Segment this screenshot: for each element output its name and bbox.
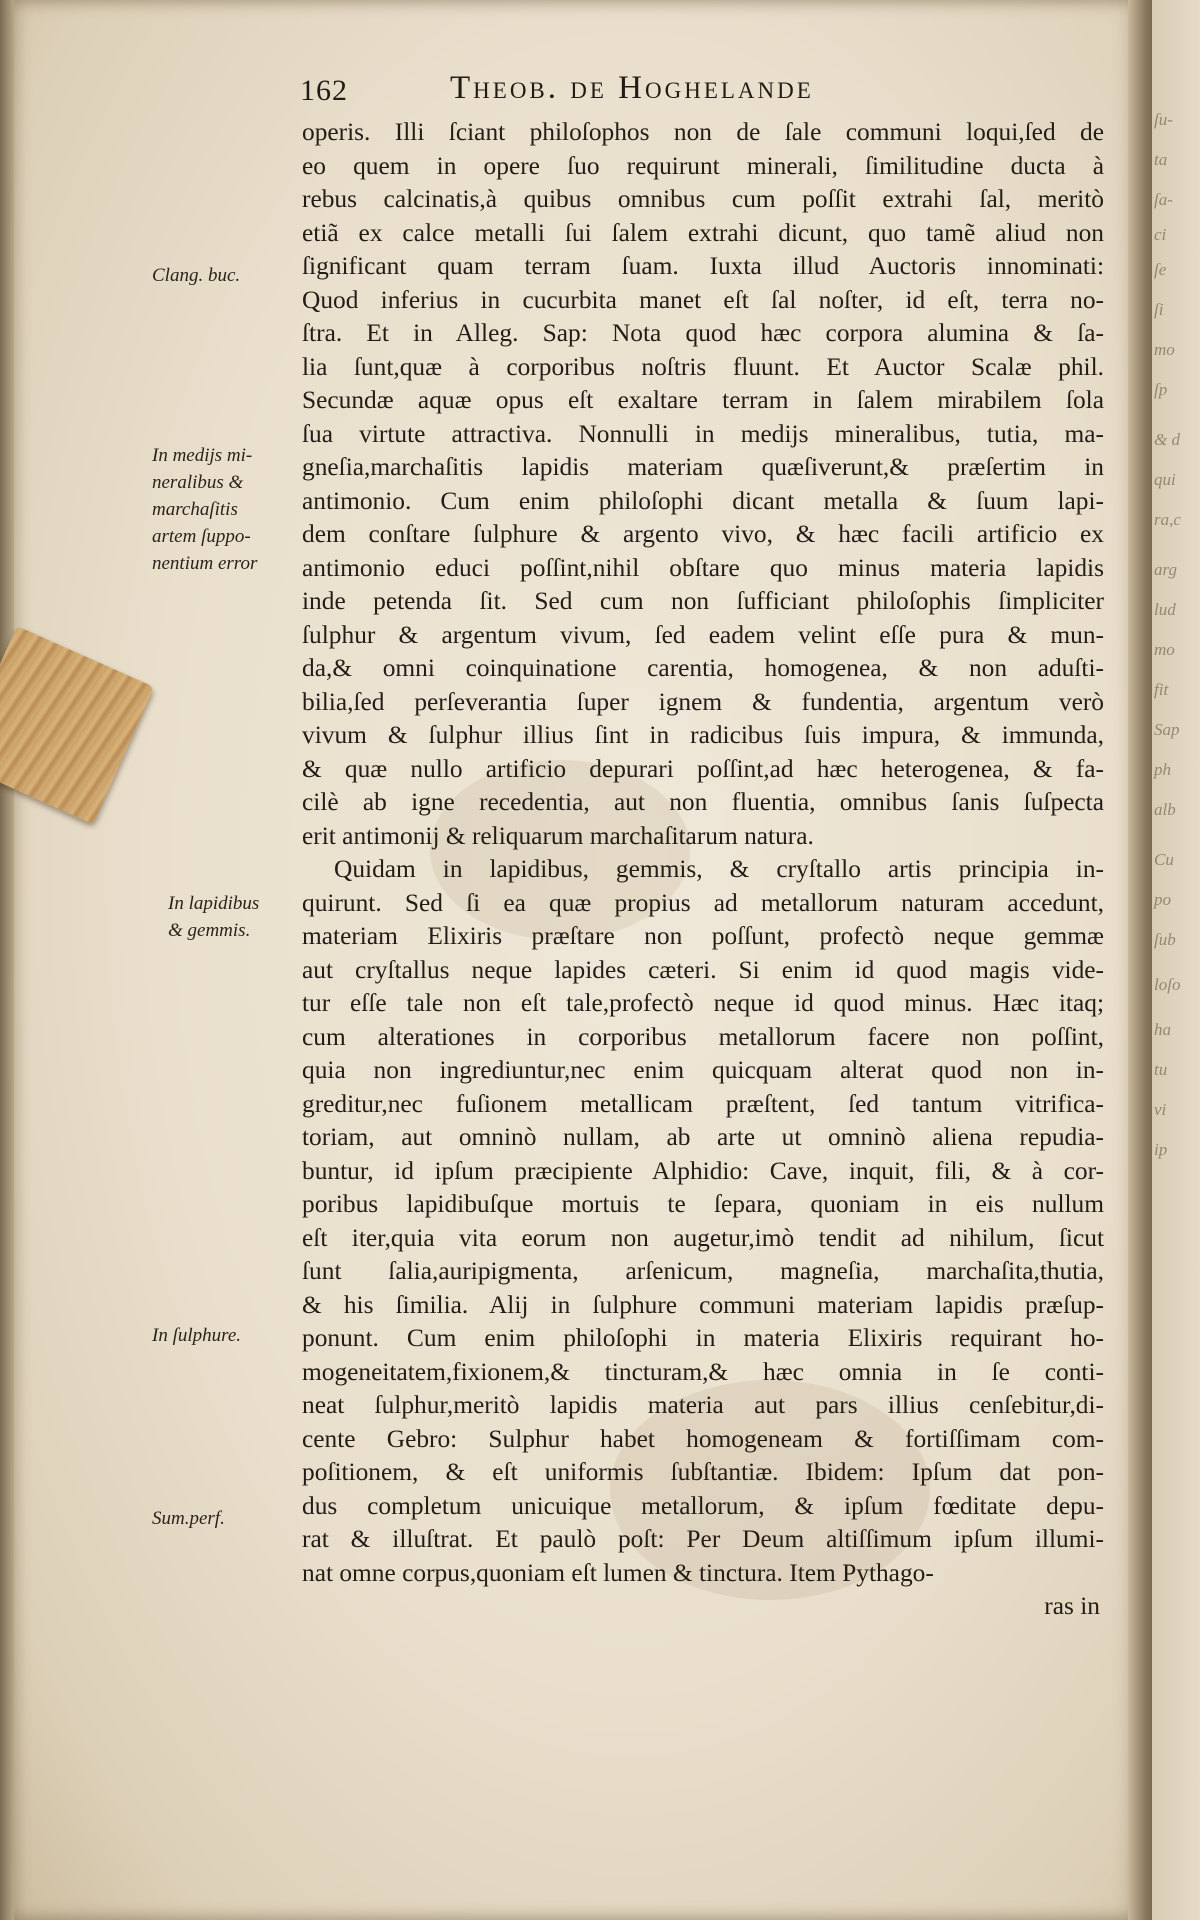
text-line: cilè ab igne recedentia, aut non fluentia, omnibus ſanis ſuſpecta — [302, 788, 1104, 816]
text-line: cum alterationes in corporibus metallorum facere non poſſint, — [302, 1022, 1104, 1051]
next-page-text-fragment: Cu — [1154, 850, 1174, 869]
page-number: 162 — [300, 74, 348, 107]
next-page-text-fragment: lud — [1154, 600, 1176, 619]
next-page-text-fragment: ſi — [1154, 300, 1164, 319]
next-page-text-fragment: ci — [1154, 225, 1167, 244]
next-page-text-fragment: ip — [1154, 1140, 1168, 1159]
next-page-edge — [1152, 0, 1200, 1920]
text-line: ſignificant quam terram ſuam. Iuxta illud Auctoris innominati: — [302, 252, 1104, 280]
text-line: Secundæ aquæ opus eſt exaltare terram in ſalem mirabilem ſola — [302, 386, 1104, 414]
page-header — [300, 70, 1000, 114]
next-page-text-fragment: ſe — [1154, 260, 1167, 279]
next-page-text-fragment: ha — [1154, 1020, 1171, 1039]
margin-note-lapidibus: In lapidibus & gemmis. — [168, 893, 260, 941]
margin-note-medijs: In medijs mi- neralibus & marchaſitis artem ſuppo- nentium error — [152, 445, 258, 574]
text-line: inde petenda ſit. Sed cum non ſufficiant philoſophis ſimpliciter — [302, 587, 1104, 615]
text-line: mogeneitatem,fixionem,& tincturam,& hæc omnia in ſe conti- — [302, 1357, 1104, 1386]
next-page-text-fragment: Sap — [1154, 720, 1180, 739]
text-line: erit antimonij & reliquarum marchaſitarum natura. — [302, 821, 814, 850]
margin-note-sulphure: In ſulphure. — [152, 1325, 242, 1346]
text-line: poſitionem, & eſt uniformis ſubſtantiæ. Ibidem: Ipſum dat pon- — [302, 1458, 1104, 1486]
text-line: etiã ex calce metalli ſui ſalem extrahi dicunt, quo tamẽ aliud non — [302, 218, 1104, 247]
next-page-text-fragment: alb — [1154, 800, 1176, 819]
text-line: eo quem in opere ſuo requirunt minerali, ſimilitudine ducta à — [302, 151, 1104, 180]
text-line: poribus lapidibuſque mortuis te ſepara, quoniam in eis nullum — [302, 1190, 1104, 1218]
text-line: ponunt. Cum enim philoſophi in materia Elixiris requirant ho- — [302, 1324, 1104, 1352]
next-page-text-fragment: po — [1154, 890, 1171, 909]
left-page-edge — [0, 0, 14, 1920]
next-page-text-fragment: ra,c — [1154, 510, 1181, 529]
text-line: vivum & ſulphur illius ſint in radicibus ſuis impura, & immunda, — [302, 721, 1104, 749]
next-page-text-fragment: mo — [1154, 340, 1175, 359]
margin-note-clang: Clang. buc. — [152, 265, 241, 286]
text-line: operis. Illi ſciant philoſophos non de ſale communi loqui,ſed de — [302, 118, 1104, 146]
text-line: Quidam in lapidibus, gemmis, & cryſtallo artis principia in- — [334, 855, 1104, 883]
text-line: eſt iter,quia vita eorum non augetur,imò tendit ad nihilum, ſicut — [302, 1223, 1104, 1252]
next-page-text-fragment: ſub — [1154, 930, 1176, 949]
text-line: ſtra. Et in Alleg. Sap: Nota quod hæc corpora alumina & ſa- — [302, 319, 1104, 347]
text-line: toriam, aut omninò nullam, ab arte ut omninò aliena repudia- — [302, 1123, 1104, 1151]
next-page-text-fragment: fit — [1154, 680, 1169, 699]
catchword: ras in — [1044, 1592, 1100, 1620]
text-line: ſulphur & argentum vivum, ſed eadem velint eſſe pura & mun- — [302, 620, 1104, 649]
text-line: Quod inferius in cucurbita manet eſt ſal noſter, id eſt, terra no- — [302, 285, 1104, 314]
next-page-text-fragment: & d — [1154, 430, 1180, 449]
text-line: quirunt. Sed ſi ea quæ propius ad metallorum naturam accedunt, — [302, 888, 1104, 917]
text-line: neat ſulphur,meritò lapidis materia aut pars illius cenſebitur,di- — [302, 1391, 1104, 1419]
text-line: buntur, id ipſum præcipiente Alphidio: Cave, inquit, fili, & à cor- — [302, 1156, 1104, 1185]
text-line: tur eſſe tale non eſt tale,profectò neque id quod minus. Hæc itaq; — [302, 989, 1104, 1017]
text-line: lia ſunt,quæ à corporibus noſtris fluunt. Et Auctor Scalæ phil. — [302, 352, 1104, 381]
text-line: ſua virtute attractiva. Nonnulli in medijs mineralibus, tutia, ma- — [302, 419, 1104, 448]
text-line: antimonio educi poſſint,nihil obſtare quo minus materia lapidis — [302, 553, 1104, 582]
text-line: quia non ingrediuntur,nec enim quicquam alterat quod non in- — [302, 1056, 1104, 1084]
text-line: da,& omni coinquinatione carentia, homogenea, & non aduſti- — [302, 654, 1104, 682]
running-head: Theob. de Hoghelande — [450, 70, 814, 106]
text-line: cente Gebro: Sulphur habet homogeneam & fortiſſimam com- — [302, 1424, 1104, 1453]
text-line: materiam Elixiris præſtare non poſſunt, profectò neque gemmæ — [302, 922, 1104, 950]
text-line: & his ſimilia. Alij in ſulphure communi materiam lapidis præſup- — [302, 1290, 1104, 1319]
next-page-text-fragment: ſp — [1154, 380, 1168, 399]
next-page-text-fragment: qui — [1154, 470, 1176, 489]
next-page-text-fragment: mo — [1154, 640, 1175, 659]
text-line: & quæ nullo artificio depurari poſſint,ad hæc heterogenea, & fa- — [302, 754, 1104, 783]
text-line: dus completum unicuique metallorum, & ipſum fœditate depu- — [302, 1491, 1104, 1520]
next-page-text-fragment: ſa- — [1154, 190, 1173, 209]
next-page-text-fragment: ſu- — [1154, 110, 1173, 129]
text-line: antimonio. Cum enim philoſophi dicant metalla & ſuum lapi- — [302, 486, 1104, 515]
text-line: nat omne corpus,quoniam eſt lumen & tinctura. Item Pythago- — [302, 1558, 934, 1587]
text-line: bilia,ſed perſeverantia ſuper ignem & fundentia, argentum verò — [302, 687, 1104, 716]
text-line: rebus calcinatis,à quibus omnibus cum poſſit extrahi ſal, meritò — [302, 185, 1104, 213]
text-line: greditur,nec fuſionem metallicam præſtent, ſed tantum vitrifica- — [302, 1089, 1104, 1118]
next-page-text-fragment: loſo — [1154, 975, 1181, 994]
text-line: dem conſtare ſulphure & argento vivo, & hæc facili artificio ex — [302, 520, 1104, 548]
text-line: ſunt ſalia,auripigmenta, arſenicum, magneſia, marchaſita,thutia, — [302, 1257, 1104, 1285]
margin-note-sum-perf: Sum.perf. — [152, 1508, 225, 1529]
next-page-text-fragment: tu — [1154, 1060, 1168, 1079]
next-page-text-fragment: arg — [1154, 560, 1177, 579]
next-page-text-fragment: vi — [1154, 1100, 1167, 1119]
text-line: aut cryſtallus neque lapides cæteri. Si enim id quod magis vide- — [302, 955, 1104, 984]
next-page-text-fragment: ta — [1154, 150, 1168, 169]
text-line: gneſia,marchaſitis lapidis materiam quæſiverunt,& præſertim in — [302, 453, 1104, 481]
main-text-block — [302, 116, 1104, 1624]
next-page-text-fragment: ph — [1154, 760, 1171, 779]
text-line: rat & illuſtrat. Et paulò poſt: Per Deum altiſſimum ipſum illumi- — [302, 1525, 1104, 1553]
